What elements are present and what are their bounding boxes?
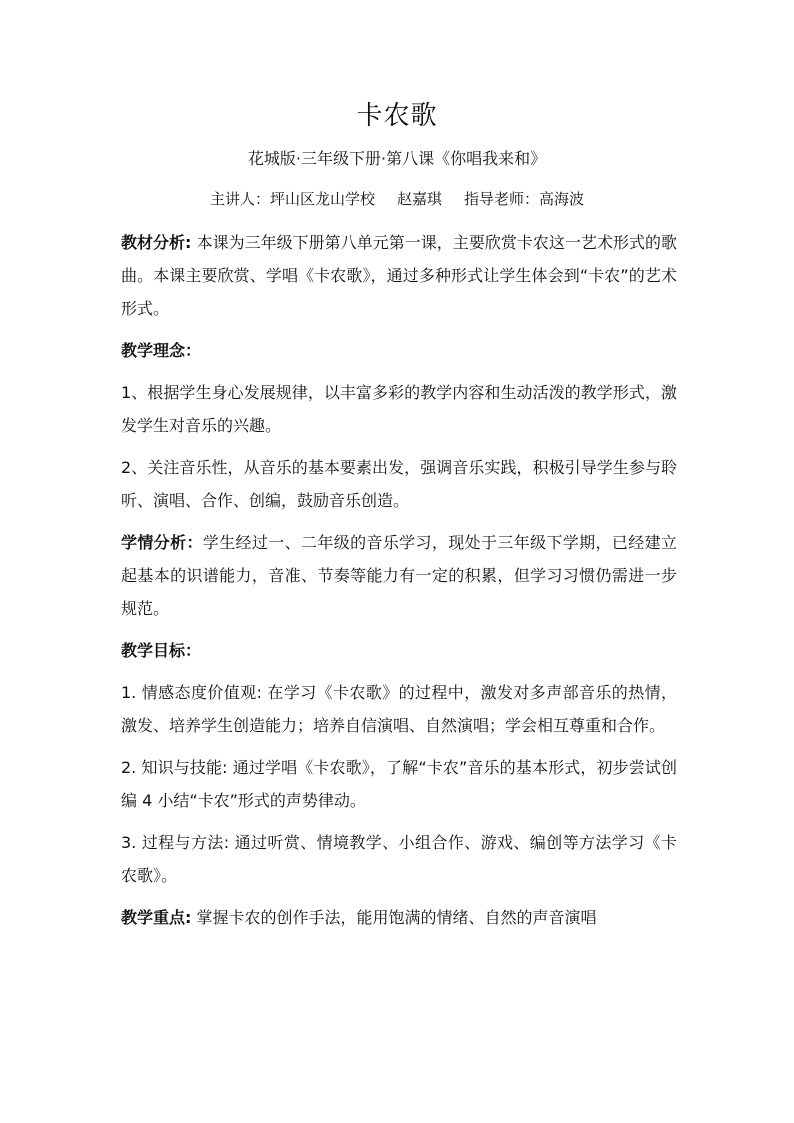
presenter-name: 赵嘉琪 — [396, 190, 442, 208]
student-analysis-paragraph — [121, 526, 677, 625]
document-subtitle: 花城版·三年级下册·第八课《你唱我来和》 — [247, 149, 547, 168]
goal-item-2: 2. 知识与技能: 通过学唱《卡农歌》，了解“卡农”音乐的基本形式，初步尝试创编 4 小结“卡农”形式的声势律动。 — [121, 758, 677, 810]
document-title: 卡农歌 — [356, 101, 438, 131]
material-analysis-paragraph — [121, 226, 677, 325]
focus-label: 教学重点: — [121, 908, 192, 927]
material-analysis-text: 本课为三年级下册第八单元第一课，主要欣赏卡农这一艺术形式的歌曲。本课主要欣赏、学唱《卡农歌》，通过多种形式让学生体会到“卡农”的艺术形式。 — [121, 233, 677, 318]
presenter-line — [0, 188, 794, 210]
philosophy-heading: 教学理念： — [121, 341, 202, 360]
material-analysis-label: 教材分析: — [121, 233, 192, 252]
focus-paragraph — [121, 901, 677, 934]
goal-item-1: 1. 情感态度价值观: 在学习《卡农歌》的过程中，激发对多声部音乐的热情，激发、培养学生创造能力；培养自信演唱、自然演唱；学会相互尊重和合作。 — [121, 683, 677, 735]
philosophy-item-1: 1、根据学生身心发展规律，以丰富多彩的教学内容和生动活泼的教学形式，激发学生对音乐的兴趣。 — [121, 383, 677, 435]
student-analysis-text: 学生经过一、二年级的音乐学习，现处于三年级下学期，已经建立起基本的识谱能力，音准、节奏等能力有一定的积累，但学习习惯仍需进一步规范。 — [121, 533, 677, 618]
philosophy-item-2: 2、关注音乐性，从音乐的基本要素出发，强调音乐实践，积极引导学生参与聆听、演唱、合作、创编，鼓励音乐创造。 — [121, 458, 677, 510]
document-body — [121, 226, 677, 943]
goal-item-3: 3. 过程与方法: 通过听赏、情境教学、小组合作、游戏、编创等方法学习《卡农歌》。 — [121, 833, 677, 885]
advisor-label: 指导老师：高海波 — [464, 190, 585, 208]
presenter-label: 主讲人：坪山区龙山学校 — [209, 190, 375, 208]
focus-text: 掌握卡农的创作手法，能用饱满的情绪、自然的声音演唱 — [191, 908, 597, 927]
student-analysis-label: 学情分析： — [121, 533, 203, 552]
goals-heading: 教学目标： — [121, 641, 202, 660]
